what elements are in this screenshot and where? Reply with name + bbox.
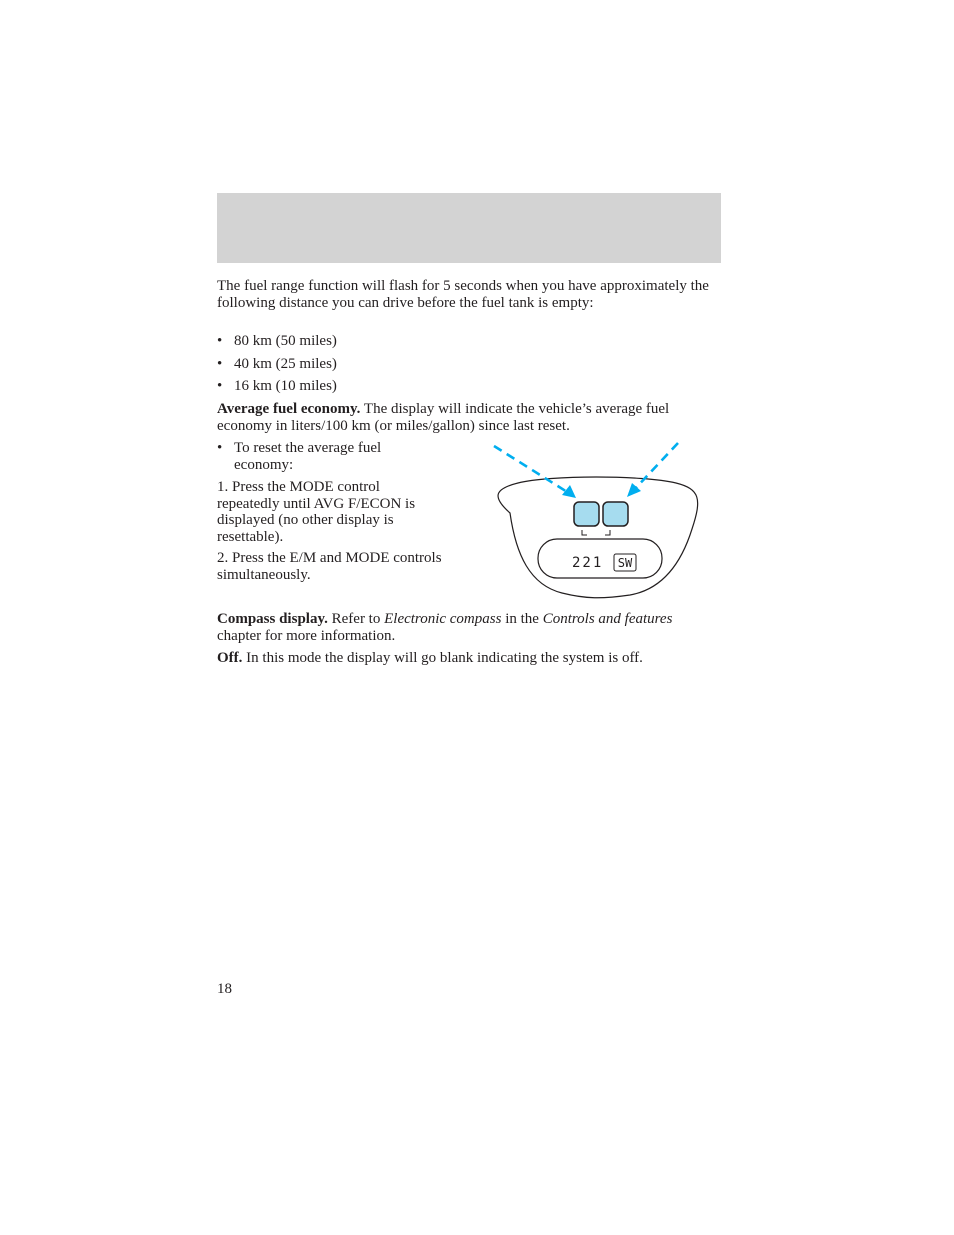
reset-bullet: To reset the average fuel economy: bbox=[234, 440, 382, 473]
range-bullet-3: 16 km (10 miles) bbox=[234, 378, 337, 394]
page-number: 18 bbox=[217, 981, 232, 997]
bullet-symbol: • bbox=[217, 440, 223, 456]
afe-heading: Average fuel economy. bbox=[217, 401, 361, 417]
compass-link-electronic-compass: Electronic compass bbox=[384, 611, 502, 627]
bullet-symbol: • bbox=[217, 333, 223, 349]
reset-step-1: 1. Press the MODE control repeatedly until AVG F/ECON is displayed (no other display is resettable). bbox=[217, 479, 416, 545]
message-center-diagram bbox=[490, 437, 705, 599]
compass-display-paragraph bbox=[217, 611, 717, 644]
mode-button[interactable] bbox=[603, 502, 628, 526]
average-fuel-economy-paragraph bbox=[217, 401, 717, 434]
bullet-symbol: • bbox=[217, 378, 223, 394]
off-paragraph bbox=[217, 650, 717, 667]
afe-text: The display will indicate the vehicle’s average fuel economy in liters/100 km (or miles/gallon) since last reset. bbox=[217, 401, 670, 434]
em-button[interactable] bbox=[574, 502, 599, 526]
fuel-range-intro: The fuel range function will flash for 5 seconds when you have approximately the following distance you can drive before the fuel tank is empty: bbox=[217, 278, 709, 311]
compass-link-controls-features: Controls and features bbox=[542, 611, 673, 627]
compass-heading: Compass display. bbox=[217, 611, 328, 627]
section-header-band bbox=[217, 193, 721, 263]
range-bullet-2: 40 km (25 miles) bbox=[234, 356, 337, 372]
reset-step-2: 2. Press the E/M and MODE controls simultaneously. bbox=[217, 550, 442, 583]
compass-text-3: chapter for more information. bbox=[217, 627, 396, 644]
compass-text-2: in the bbox=[501, 611, 543, 627]
display-direction: SW bbox=[617, 556, 633, 570]
bullet-symbol: • bbox=[217, 356, 223, 372]
off-heading: Off. bbox=[217, 650, 243, 666]
display-reading: 221 bbox=[572, 555, 604, 571]
range-bullet-1: 80 km (50 miles) bbox=[234, 333, 337, 349]
housing-outline bbox=[498, 477, 698, 598]
off-text: In this mode the display will go blank indicating the system is off. bbox=[242, 650, 643, 666]
compass-text-1: Refer to bbox=[327, 611, 385, 627]
